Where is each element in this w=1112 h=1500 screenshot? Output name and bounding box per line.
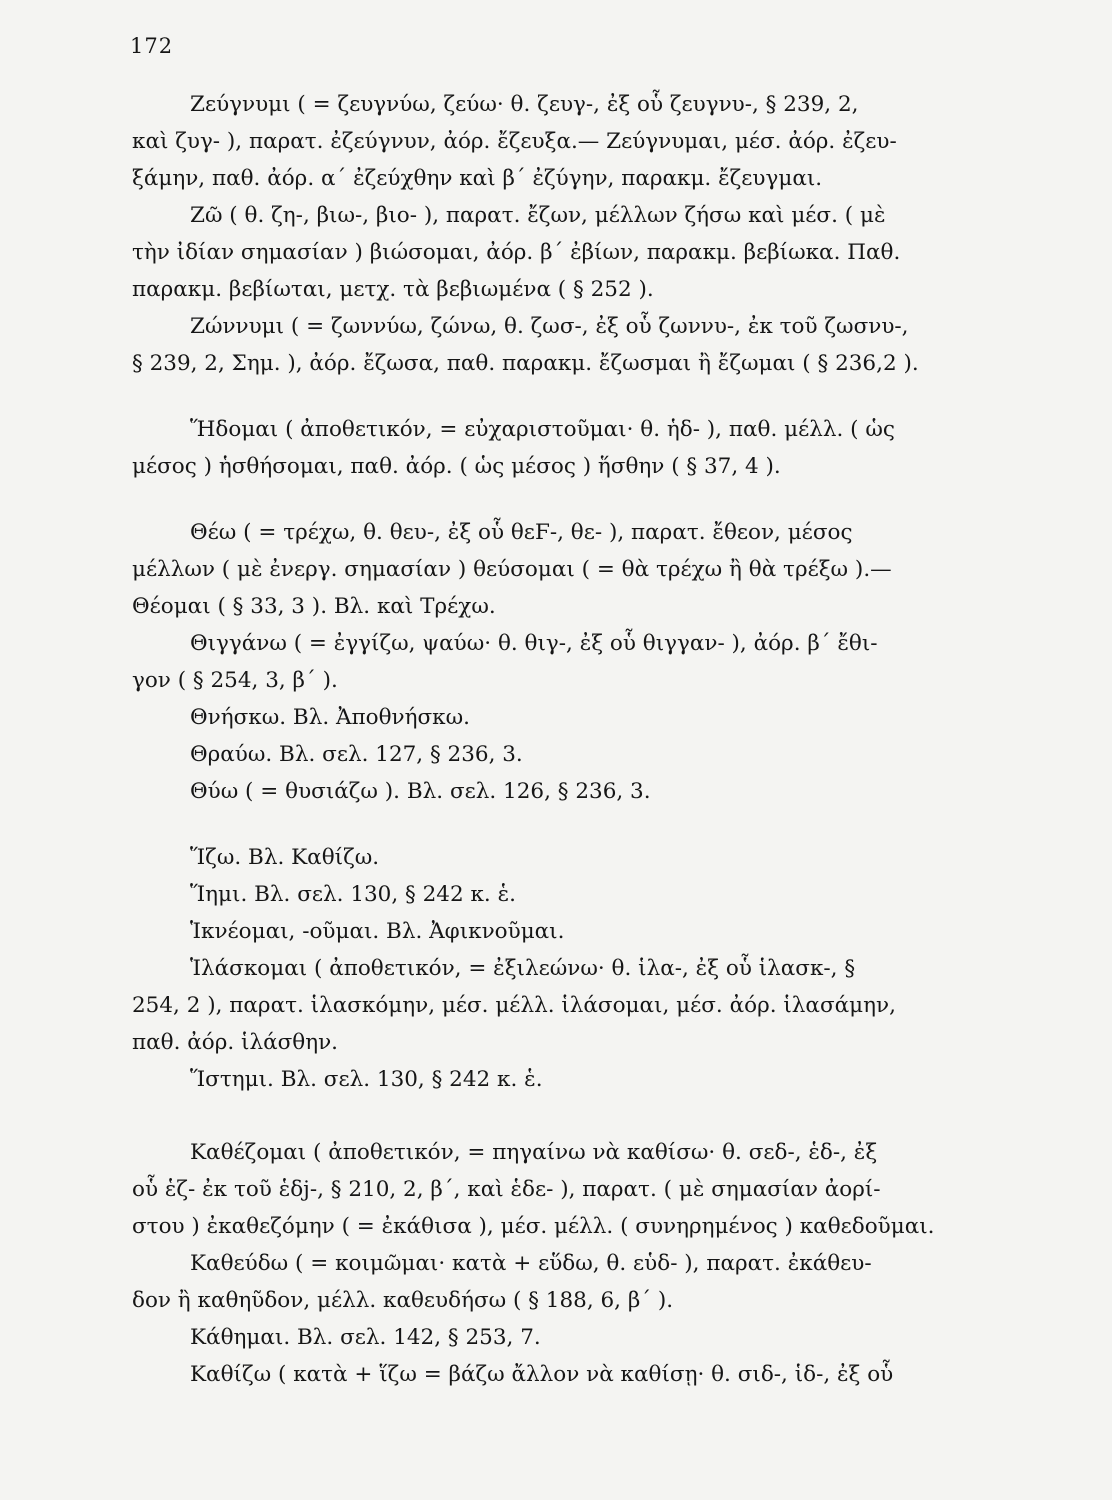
text-line: Ἵζω. Βλ. Καθίζω. bbox=[190, 845, 380, 870]
text-line: παθ. ἀόρ. ἱλάσθην. bbox=[132, 1030, 339, 1055]
text-line: Κάθημαι. Βλ. σελ. 142, § 253, 7. bbox=[190, 1325, 541, 1350]
text-line: 254, 2 ), παρατ. ἱλασκόμην, μέσ. μέλλ. ἱλάσομαι, μέσ. ἀόρ. ἱλασάμην, bbox=[132, 993, 896, 1018]
page-number: 172 bbox=[130, 34, 174, 58]
text-line: Ἱκνέομαι, -οῦμαι. Βλ. Ἀφικνοῦμαι. bbox=[190, 919, 565, 944]
text-line: παρακμ. βεβίωται, μετχ. τὰ βεβιωμένα ( § 252 ). bbox=[132, 277, 654, 302]
text-line: Ζώννυμι ( = ζωννύω, ζώνω, θ. ζωσ-, ἐξ οὗ ζωννυ-, ἐκ τοῦ ζωσνυ-, bbox=[190, 314, 909, 339]
text-line: τὴν ἰδίαν σημασίαν ) βιώσομαι, ἀόρ. β΄ ἐβίων, παρακμ. βεβίωκα. Παθ. bbox=[132, 240, 901, 265]
dictionary-entries bbox=[132, 86, 1036, 1393]
text-line: Θέομαι ( § 33, 3 ). Βλ. καὶ Τρέχω. bbox=[132, 594, 496, 619]
text-line: Καθίζω ( κατὰ + ἵζω = βάζω ἄλλον νὰ καθίσῃ· θ. σιδ-, ἱδ-, ἐξ οὗ bbox=[190, 1362, 894, 1387]
text-line: Θνήσκω. Βλ. Ἀποθνήσκω. bbox=[190, 705, 470, 730]
text-line: Καθέζομαι ( ἀποθετικόν, = πηγαίνω νὰ καθίσω· θ. σεδ-, ἑδ-, ἐξ bbox=[190, 1140, 878, 1165]
text-line: μέλλων ( μὲ ἐνεργ. σημασίαν ) θεύσομαι ( = θὰ τρέχω ἢ θὰ τρέξω ).— bbox=[132, 557, 892, 582]
text-line: Καθεύδω ( = κοιμῶμαι· κατὰ + εὕδω, θ. εὑδ- ), παρατ. ἐκάθευ- bbox=[190, 1251, 872, 1276]
text-line: Θύω ( = θυσιάζω ). Βλ. σελ. 126, § 236, 3. bbox=[190, 779, 651, 804]
text-line: στου ) ἐκαθεζόμην ( = ἐκάθισα ), μέσ. μέλλ. ( συνηρημένος ) καθεδοῦμαι. bbox=[132, 1214, 935, 1239]
text-line: Θέω ( = τρέχω, θ. θευ-, ἐξ οὗ θεϜ-, θε- ), παρατ. ἔθεον, μέσος bbox=[190, 520, 853, 545]
text-line: Θραύω. Βλ. σελ. 127, § 236, 3. bbox=[190, 742, 523, 767]
text-line: δον ἢ καθηῦδον, μέλλ. καθευδήσω ( § 188, 6, β΄ ). bbox=[132, 1288, 674, 1313]
text-line: μέσος ) ἡσθήσομαι, παθ. ἀόρ. ( ὡς μέσος ) ἥσθην ( § 37, 4 ). bbox=[132, 454, 781, 479]
text-line: Ζεύγνυμι ( = ζευγνύω, ζεύω· θ. ζευγ-, ἐξ οὗ ζευγνυ-, § 239, 2, bbox=[190, 92, 859, 117]
text-line: Ἱλάσκομαι ( ἀποθετικόν, = ἐξιλεώνω· θ. ἱλα-, ἐξ οὗ ἱλασκ-, § bbox=[190, 956, 856, 981]
text-line: Ἥδομαι ( ἀποθετικόν, = εὐχαριστοῦμαι· θ. ἡδ- ), παθ. μέλλ. ( ὡς bbox=[190, 417, 895, 442]
text-line: καὶ ζυγ- ), παρατ. ἐζεύγνυν, ἀόρ. ἔζευξα.— Ζεύγνυμαι, μέσ. ἀόρ. ἐζευ- bbox=[132, 129, 897, 154]
text-line: ξάμην, παθ. ἀόρ. α΄ ἐζεύχθην καὶ β΄ ἐζύγην, παρακμ. ἔζευγμαι. bbox=[132, 166, 823, 191]
text-line: Ἵημι. Βλ. σελ. 130, § 242 κ. ἑ. bbox=[190, 882, 516, 907]
text-line: Ζῶ ( θ. ζη-, βιω-, βιο- ), παρατ. ἔζων, μέλλων ζήσω καὶ μέσ. ( μὲ bbox=[190, 203, 886, 228]
text-line: Ἵστημι. Βλ. σελ. 130, § 242 κ. ἑ. bbox=[190, 1067, 543, 1092]
text-line: Θιγγάνω ( = ἐγγίζω, ψαύω· θ. θιγ-, ἐξ οὗ θιγγαν- ), ἀόρ. β΄ ἔθι- bbox=[190, 631, 878, 656]
text-line: § 239, 2, Σημ. ), ἀόρ. ἔζωσα, παθ. παρακμ. ἔζωσμαι ἢ ἔζωμαι ( § 236,2 ). bbox=[132, 351, 919, 376]
text-line: οὗ ἑζ- ἐκ τοῦ ἑδj-, § 210, 2, β΄, καὶ ἑδε- ), παρατ. ( μὲ σημασίαν ἀορί- bbox=[132, 1177, 881, 1202]
text-line: γον ( § 254, 3, β΄ ). bbox=[132, 668, 338, 693]
